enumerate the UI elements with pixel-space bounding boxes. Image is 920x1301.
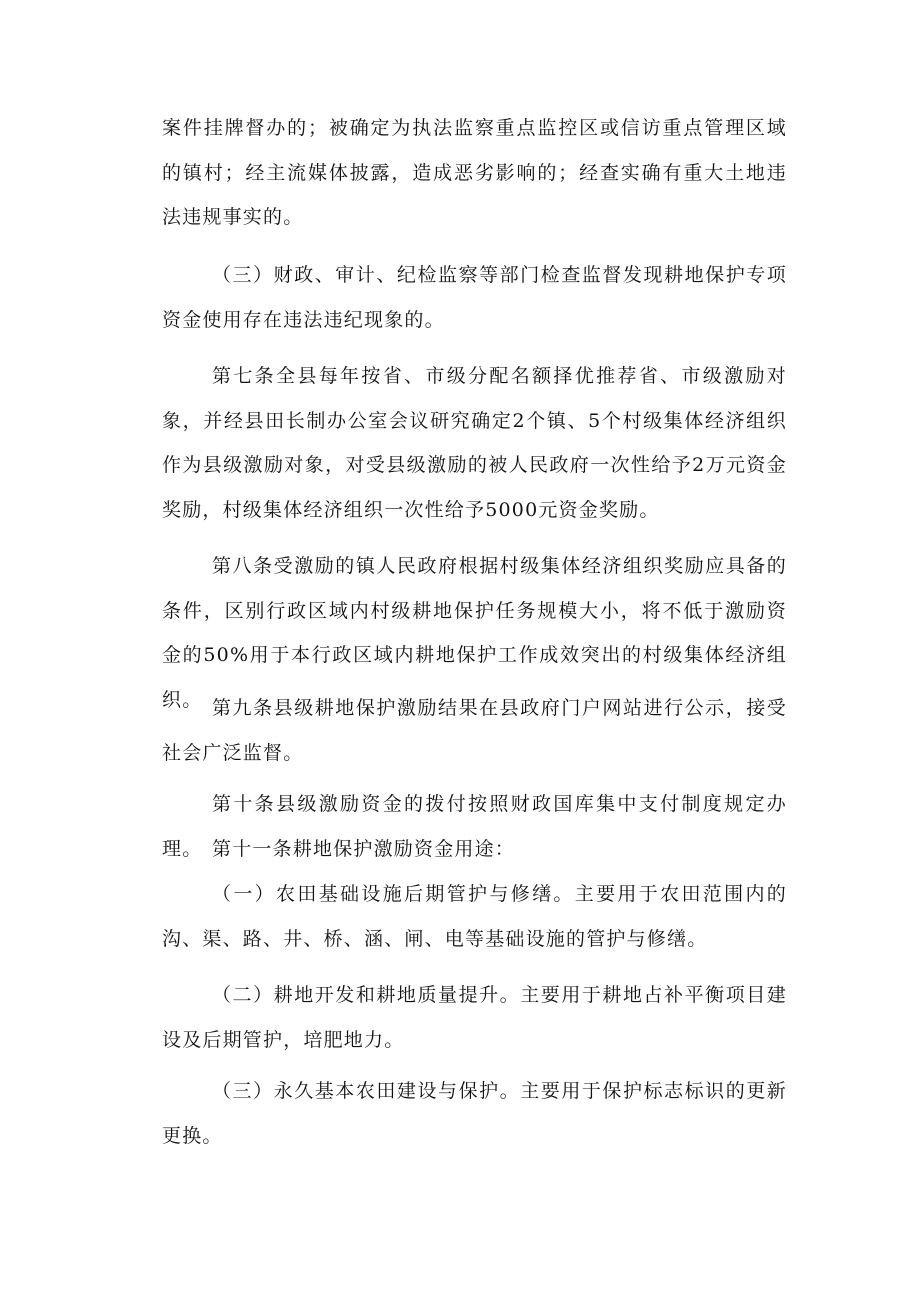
paragraph-article-7: 第七条全县每年按省、市级分配名额择优推荐省、市级激励对象，并经县田长制办公室会议研究确定2个镇、5个村级集体经济组织作为县级激励对象，对受县级激励的被人民政府一次性给予2万元资金奖励，村级集体经济组织一次性给予5000元资金奖励。 (162, 365, 787, 521)
paragraph-article-10: 第十条县级激励资金的拨付按照财政国库集中支付制度规定办理。 (162, 793, 787, 860)
paragraph-use-two-development: （二）耕地开发和耕地质量提升。主要用于耕地占补平衡项目建设及后期管护，培肥地力。 (162, 984, 787, 1051)
paragraph-use-one-infrastructure: （一）农田基础设施后期管护与修缮。主要用于农田范围内的沟、渠、路、井、桥、涵、闸、电等基础设施的管护与修缮。 (162, 883, 787, 950)
paragraph-article-9: 第九条县级耕地保护激励结果在县政府门户网站进行公示，接受社会广泛监督。 (162, 697, 787, 764)
paragraph-item-three-finance-audit: （三）财政、审计、纪检监察等部门检查监督发现耕地保护专项资金使用存在违法违纪现象的。 (162, 264, 787, 331)
paragraph-article-8: 第八条受激励的镇人民政府根据村级集体经济组织奖励应具备的条件，区别行政区域内村级耕地保护任务规模大小，将不低于激励资金的50%用于本行政区域内耕地保护工作成效突出的村级集体经济组织。 (162, 555, 787, 711)
paragraph-continuation-cases: 案件挂牌督办的；被确定为执法监察重点监控区或信访重点管理区域的镇村；经主流媒体披露，造成恶劣影响的；经查实确有重大土地违法违规事实的。 (162, 117, 787, 228)
paragraph-article-11: 第十一条耕地保护激励资金用途： (212, 838, 516, 860)
paragraph-use-three-basic-farmland: （三）永久基本农田建设与保护。主要用于保护标志标识的更新更换。 (162, 1080, 787, 1147)
